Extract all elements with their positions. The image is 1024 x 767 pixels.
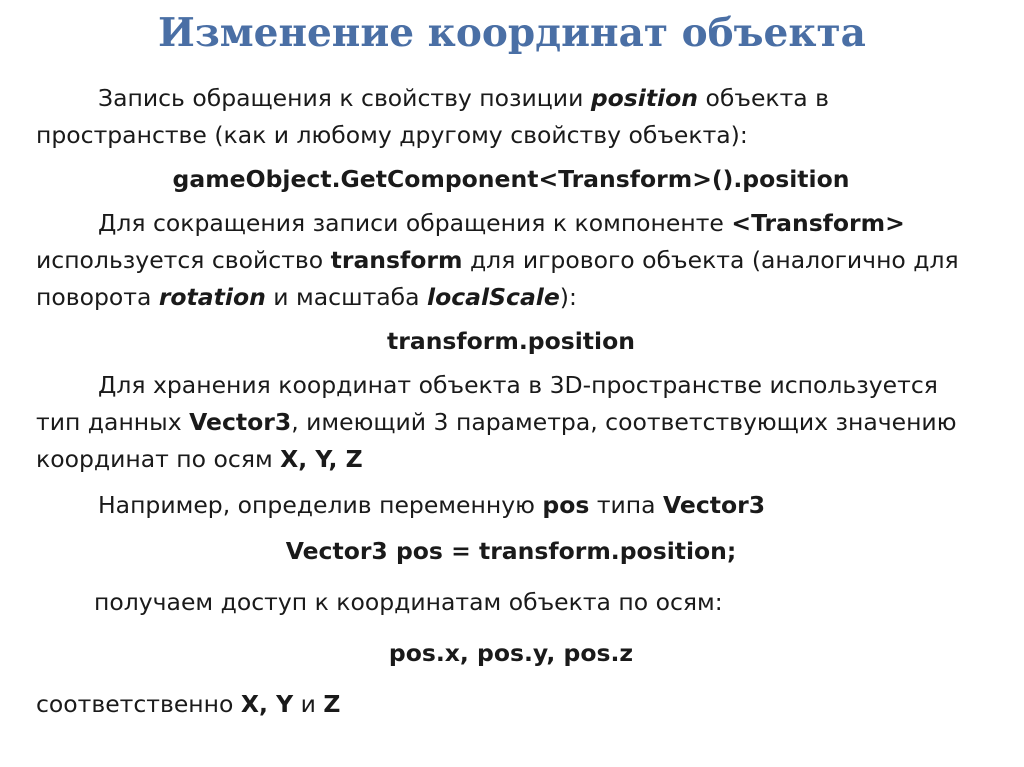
paragraph-respectively — [36, 686, 986, 723]
code-transform-position — [36, 323, 986, 360]
keyword-vector3: Vector3 — [189, 408, 292, 436]
text: и — [293, 690, 324, 718]
keyword-transform-component: <Transform> — [731, 209, 905, 237]
text: объекта в пространстве (как и любому другому свойству объекта): — [36, 84, 830, 149]
paragraph-transform-shortcut — [36, 205, 986, 316]
paragraph-example — [36, 487, 986, 524]
slide-body — [36, 80, 986, 723]
code-text: pos.x, pos.y, pos.z — [388, 639, 634, 667]
keyword-xy: X, Y — [240, 690, 294, 718]
paragraph-access-axes: получаем доступ к координатам объекта по осям: — [94, 588, 723, 616]
text: типа — [589, 491, 664, 519]
text: для игрового объекта (аналогично для поворота — [36, 246, 959, 311]
text: Например, определив переменную — [98, 491, 543, 519]
text: Для хранения координат объекта в 3D-пространстве используется тип данных — [36, 371, 938, 436]
text: Для сокращения записи обращения к компоненте — [98, 209, 732, 237]
slide-title: Изменение координат объекта — [158, 10, 866, 56]
keyword-rotation: rotation — [158, 283, 266, 311]
keyword-xyz: X, Y, Z — [280, 445, 363, 473]
keyword-pos: pos — [542, 491, 590, 519]
code-vector3-pos — [36, 533, 986, 570]
keyword-transform: transform — [330, 246, 463, 274]
keyword-localscale: localScale — [427, 283, 560, 311]
text: используется свойство — [36, 246, 331, 274]
keyword-vector3: Vector3 — [663, 491, 766, 519]
paragraph-vector3 — [36, 367, 986, 478]
text: ): — [559, 283, 577, 311]
text: Запись обращения к свойству позиции — [98, 84, 591, 112]
code-pos-components — [36, 635, 986, 672]
code-text: gameObject.GetComponent<Transform>().position — [172, 165, 850, 193]
paragraph-position-access — [36, 80, 986, 154]
code-getcomponent — [36, 161, 986, 198]
keyword-z: Z — [323, 690, 341, 718]
text: соответственно — [36, 690, 241, 718]
code-text: transform.position — [387, 327, 635, 355]
text: и масштаба — [265, 283, 428, 311]
code-text: Vector3 pos = transform.position; — [285, 537, 737, 565]
text: , имеющий 3 параметра, соответствующих значению координат по осям — [36, 408, 957, 473]
keyword-position: position — [590, 84, 698, 112]
